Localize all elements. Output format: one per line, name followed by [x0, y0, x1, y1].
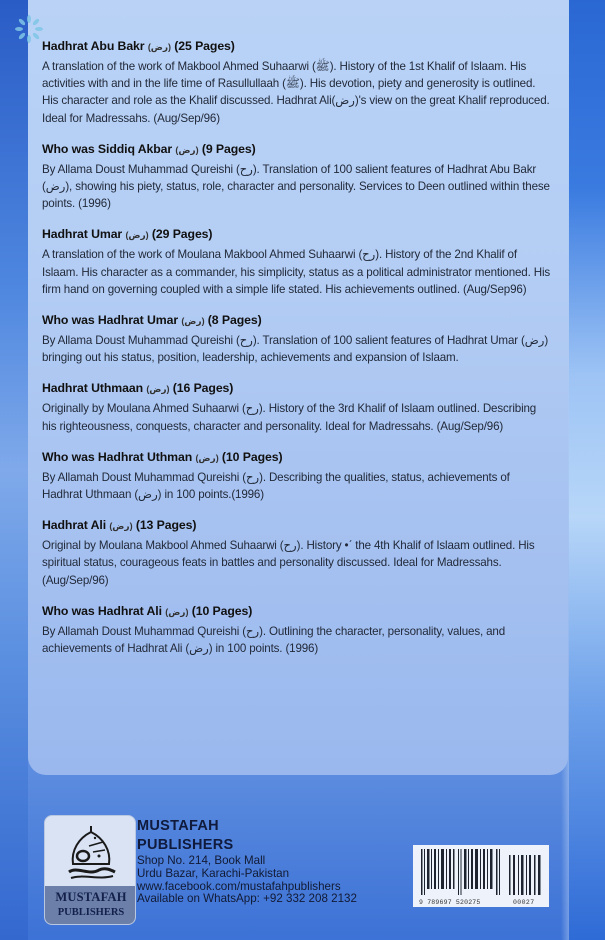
honorific: (رض): [195, 452, 219, 463]
publisher-details: [137, 817, 357, 906]
book-title: Who was Hadhrat Umar (رض) (8 Pages): [42, 313, 262, 328]
book-description: By Allama Doust Muhammad Qureishi (رح). Translation of 100 salient features of Hadhrat Abu Bakr (رض), showing his piety, status, role, character and personality. Services to Deen outlined within these points. (1996): [42, 162, 550, 211]
book-entry: [42, 312, 552, 366]
book-title: Who was Hadhrat Uthman (رض) (10 Pages): [42, 449, 283, 464]
isbn-digits: 9 789697 520275: [419, 899, 481, 906]
facebook-url: www.facebook.com/mustafahpublishers: [137, 879, 341, 893]
publisher-logo: [44, 815, 136, 925]
honorific: (رض): [109, 521, 133, 532]
barcode-addon-icon: [509, 855, 543, 895]
book-description: Originally by Moulana Ahmed Suhaarwi (رح). History of the 3rd Khalif of Islaam outlined. Describing his righteousness, conquests, character and personality. Ideal for Madressahs. (Aug/Sep/96): [42, 402, 537, 433]
book-entry: [42, 517, 552, 589]
addon-digits: 00027: [513, 899, 535, 906]
address-line-2: Urdu Bazar, Karachi-Pakistan: [137, 866, 290, 880]
cover-right-edge: [569, 0, 605, 940]
book-title: Hadhrat Abu Bakr (رض) (25 Pages): [42, 39, 235, 53]
book-description: By Allama Doust Muhammad Qureishi (رح). Translation of 100 salient features of Hadhrat Umar (رض) bringing out his status, position, leadership, achievements and expansion of Islaam.: [42, 334, 549, 365]
publisher-block: [44, 815, 424, 925]
logo-wordmark: MUSTAFAH PUBLISHERS: [45, 886, 136, 924]
honorific: (رض): [175, 144, 199, 155]
book-title: Hadhrat Ali (رض) (13 Pages): [42, 518, 197, 533]
book-entry: [42, 603, 552, 657]
honorific: (رض): [181, 316, 205, 327]
book-entry: [42, 380, 552, 434]
whatsapp-contact: Available on WhatsApp: +92 332 208 2132: [137, 892, 357, 906]
honorific: (رض): [147, 42, 171, 52]
isbn-barcode: [413, 845, 549, 907]
publisher-name-line2: PUBLISHERS: [137, 837, 234, 853]
book-description: By Allamah Doust Muhammad Qureishi (رح). Outlining the character, personality, values, and achievements of Hadhrat Ali (رض) in 100 points. (1996): [42, 624, 506, 656]
book-title: Hadhrat Uthmaan (رض) (16 Pages): [42, 381, 234, 396]
cover-left-edge: [0, 0, 28, 940]
honorific: (رض): [146, 384, 170, 395]
flower-ornament-icon: [14, 14, 44, 44]
book-title: Who was Hadhrat Ali (رض) (10 Pages): [42, 603, 253, 618]
dome-calligraphy-icon: [59, 824, 123, 884]
book-description: Original by Moulana Makbool Ahmed Suhaarwi (رح). History •ˊ the 4th Khalif of Islaam outlined. His spiritual status, courageous feats in battles and personality discussed. Ideal for Madressahs.(Aug/Sep/96): [42, 539, 535, 587]
book-entry: [42, 38, 552, 127]
book-entry: [42, 226, 552, 298]
barcode-icon: [421, 849, 501, 895]
book-description: A translation of the work of Moulana Makbool Ahmed Suhaarwi (رح). History of the 2nd Khalif of Islaam. His character as a commander, his simplicity, status as a political administrator mentioned. His firm hand on governing coupled with a simple life stated. His achievements outlined. (Aug/Sep96): [42, 248, 551, 296]
book-entries-list: [42, 38, 552, 671]
honorific: (رض): [165, 606, 189, 617]
book-title: Who was Siddiq Akbar (رض) (9 Pages): [42, 141, 256, 156]
book-entry: [42, 449, 552, 503]
book-description: By Allamah Doust Muhammad Qureishi (رح). Describing the qualities, status, achievements of Hadhrat Uthmaan (رض) in 100 points.(1996): [42, 470, 510, 502]
honorific: (رض): [125, 230, 149, 241]
address-line-1: Shop No. 214, Book Mall: [137, 854, 266, 867]
book-title: Hadhrat Umar (رض) (29 Pages): [42, 227, 213, 242]
book-entry: [42, 141, 552, 213]
book-description: A translation of the work of Makbool Ahmed Suhaarwi (ﷺ). History of the 1st Khalif of Islaam. His activities with and in the life time of Rasullullaah (ﷺ). His devotion, piety and generosity is outlined. His character and role as the Khalif discussed. Hadhrat Ali(رض)'s view on the great Khalif reproduced. Ideal for Madressahs. (Aug/Sep/96): [42, 60, 550, 125]
publisher-name-line1: MUSTAFAH: [137, 818, 219, 834]
